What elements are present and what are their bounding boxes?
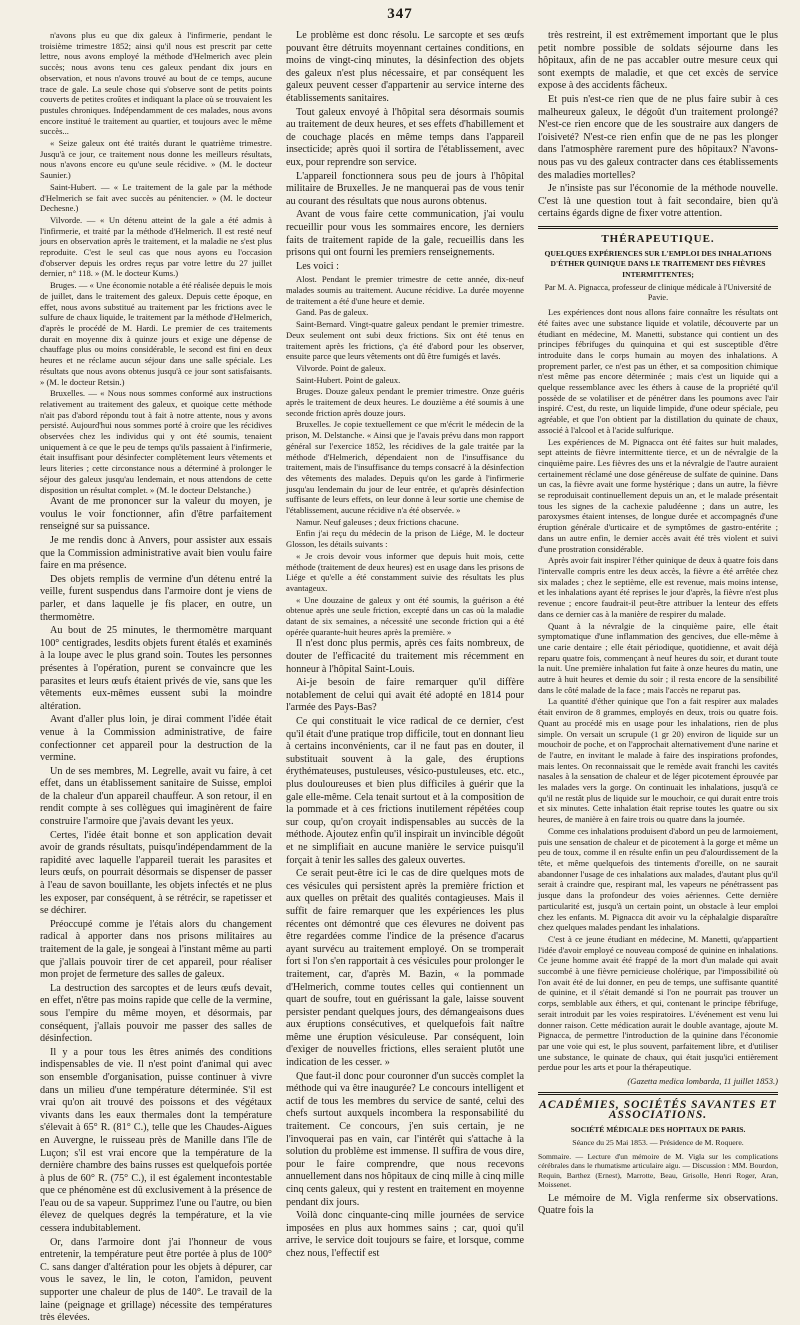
paragraph: Bruges. Douze galeux pendant le premier trimestre. Onze guéris après le traitement de deux heures. Le douzième a été soumis à une seconde friction après douze jours. bbox=[286, 386, 524, 418]
paragraph: « Une douzaine de galeux y ont été soumis, la guérison a été obtenue après une seule friction, excepté dans un cas où la maladie datant de six semaines, a nécessité une seconde friction qui a été opérée quarante-huit heures après la première. » bbox=[286, 594, 524, 637]
paragraph: Les voici : bbox=[296, 260, 340, 272]
paragraph: Certes, l'idée était bonne et son application devait avoir de grands résultats, puisqu'indépendamment de la rapidité avec laquelle l'appareil tuerait les parasites et leurs œufs, on pourrait désormais se dispenser de passer à l'eau de savon bouillante, les objets infectés et ne plus les exposer, par conséquent, à se rétrécir, se rapetisser et se déchirer. bbox=[40, 829, 272, 917]
paragraph: Avant de me prononcer sur la valeur du moyen, je voulus le voir fonctionner, afin d'être parfaitement renseigné sur sa puissance. bbox=[40, 496, 272, 533]
paragraph: Que faut-il donc pour couronner d'un succès complet la méthode qui va être inaugurée? Le concours intelligent et actif de tous les membres du service de santé, celui des chefs surtout auxquels incombera la responsabilité du traitement. Ce concours, j'en suis certain, je ne l'invoquerai pas en vain, car l'intérêt qui s'attache à la solution du problème est immense. Il suffira de vous dire, pour le faire comprendre, que nous recevons annuellement dans nos hôpitaux de cinq mille à cinq mille cinq cents galeux, qui y restent en traitement en moyenne pendant dix jours. bbox=[286, 1070, 524, 1208]
paragraph: C'est à ce jeune étudiant en médecine, M. Manetti, qu'appartient l'idée d'avoir employé ce nouveau composé de quinine en inhalations. Ce jeune homme avait été frappé de la mort d'un malade qui avait succombé à une fièvre pernicieuse cholérique, par l'impossibilité où l'on avait été de lui donner, en peu de temps, une suffisante quantité de quinine, et il s'était demandé si l'on ne pourrait pas trouver un corps, semblable aux éthers, et qui, contenant le principe fébrifuge, serait introduit par les voies respiratoires. L'événement est venu lui donner raison. Cette médication aurait le double avantage, ajoute M. Pignacca, de permettre l'introduction de la quinine dans l'économie par une voie qui est, le plus souvent, parfaitement libre, et d'utiliser une substance, le quinate de chaux, qui était jusqu'ici entièrement perdue pour les arts et pour la thérapeutique. bbox=[538, 933, 778, 1073]
paragraph: Alost. Pendant le premier trimestre de cette année, dix-neuf malades soumis au traitement. Aucune récidive. La durée moyenne de traitement a été d'une heure et demie. bbox=[286, 274, 524, 306]
paragraph: Vilvorde. Point de galeux. bbox=[296, 362, 386, 373]
paragraph: Voilà donc cinquante-cinq mille journées de service imposées en plus aux hommes sains ; car, quoi qu'il arrive, le service doit toujours se faire, et lorsque, comme chez nous, l'effectif est bbox=[286, 1210, 524, 1259]
paragraph: Les expériences dont nous allons faire connaître les résultats ont été faites avec une substance liquide et volatile, découverte par un étudiant en médecine, M. Manetti, substance qui contient un des principes fébrifuges du quinquina et qui est susceptible d'être introduite dans le corps humain au moyen des inhalations. A proprement parler, ce n'est pas un éther, et sa composition chimique n'est même pas encore déterminée ; mais c'est un liquide qui a quelque ressemblance avec les éthers à cause de la propriété qu'il possède de se volatiliser et de pénétrer dans les poumons avec l'air inspiré. C'est, du reste, un liquide limpide, d'une odeur spéciale, peu agréable, et que l'on obtient par la distillation du quinate de chaux, associé à l'alcool et à l'acide sulfurique. bbox=[538, 307, 778, 435]
paragraph: Des objets remplis de vermine d'un détenu entré la veille, furent suspendus dans l'armoire dont je viens de parler, et dans laquelle je fis placer, en outre, un thermomètre. bbox=[40, 573, 272, 623]
paragraph: Namur. Neuf galeuses ; deux frictions chacune. bbox=[296, 516, 459, 527]
paragraph: Ai-je besoin de faire remarquer qu'il diffère notablement de celui qui avait été adopté en 1814 pour l'armée des Pays-Bas? bbox=[286, 677, 524, 714]
paragraph: Préoccupé comme je l'étais alors du changement radical à apporter dans nos prisons militaires au traitement de la gale, je songeai à l'instant même au parti que j'allais pouvoir tirer de cet appareil, pour réaliser mon projet de fermeture des salles de galeux. bbox=[40, 918, 272, 981]
paragraph: Après avoir fait inspirer l'éther quinique de deux à quatre fois dans l'intervalle compris entre les deux accès, la fièvre a été arrêtée chez six malades ; chez le septième, elle est revenue, mais moins intense, et les inhalations ayant été reprises le jour d'après, la fièvre n'est plus revenue ; encore faudrait-il peut-être attribuer la lenteur des effets dans ce dernier cas à la manière de respirer du malade. bbox=[538, 555, 778, 619]
paragraph: Un de ses membres, M. Legrelle, avait vu faire, à cet effet, dans un établissement sanitaire de Suisse, emploi de la chaleur d'un appareil chauffeur. A son retour, il en rendit compte à ses collègues qui imaginèrent de faire construire l'armoire que j'avais devant les yeux. bbox=[40, 765, 272, 828]
society-name: SOCIÉTÉ MÉDICALE DES HOPITAUX DE PARIS. bbox=[570, 1125, 746, 1135]
paragraph: Saint-Hubert. Point de galeux. bbox=[296, 374, 401, 385]
column-right bbox=[538, 30, 778, 1217]
session-summary: Sommaire. — Lecture d'un mémoire de M. Vigla sur les complications cérébrales dans le rhumatisme articulaire aigu. — Discussion : MM. Bourdon, Requin, Barthez (Ernest), Marrotte, Beau, Grisolle, Henri Roger, Aran, Moissenet. bbox=[538, 1151, 778, 1190]
paragraph: Il y a pour tous les êtres animés des conditions indispensables de vie. Il n'est point d'animal qui avec son ensemble d'organisation, puisse continuer à vivre dans un milieu d'une température déterminée. S'il est vrai qu'on ait trouvé des poissons et des végétaux vivants dans les eaux thermales dont la température s'élevait à 65° R. (81° C.), telle que les Chaudes-Aigues en Auvergne, le ruisseau près de Manille dans l'île de Luçon; s'il est vrai encore que la température de la dernière chambre des bains russes est quelquefois portée à plus de 60° R. (75° C.), il est également incontestable que ce phénomène est dû exclusivement à la présence de l'eau ou de sa vapeur. Supprimez l'une ou l'autre, ou bien élevez de quelques degrés la température, et la vie cessera indubitablement. bbox=[40, 1046, 272, 1235]
paragraph: Au bout de 25 minutes, le thermomètre marquant 100° centigrades, lesdits objets furent étalés et examinés à la loupe avec le plus grand soin. Toutes les personnes présentes à l'opération, purent se convaincre que les parasites et leurs œufs étaient privés de vie, sans que les vêtements eux-mêmes eussent subi la moindre altération. bbox=[40, 625, 272, 712]
paragraph: Les expériences de M. Pignacca ont été faites sur huit malades, sept atteints de fièvre intermittente tierce, et un de névralgie de la cinquième paire. Les fièvres des uns et la névralgie de l'autre auraient certainement réclamé une dose généreuse de sulfate de quinine. Dans un cas, la fièvre avait une forme hystérique ; dans un autre, la fièvre se reproduisait continuellement depuis un an, et le malade présentait tous les signes de la cachexie paludéenne ; dans un autre, les paroxysmes étaient intenses, de longue durée et accompagnés d'une éruption générale d'urticaire et de symptômes de gastro-entérite ; dans un autre enfin, le dernier accès avait été très violent et suivi d'une prostration considérable. bbox=[538, 436, 778, 554]
paragraph: Avant de vous faire cette communication, j'ai voulu recueillir pour vous les sommaires encore, les derniers faits de traitement rapide de la gale, recueillis dans les prisons qui ont fourni les premiers renseignements. bbox=[286, 209, 524, 259]
paragraph: n'avons plus eu que dix galeux à l'infirmerie, pendant le troisième trimestre 1852; ainsi qu'il nous est prescrit par cette lettre, nous avons employé la méthode d'Helmerich avec plein succès; nous avons tenu ces galeux pendant dix jours en observation, et nous n'avons trouvé au bout de ce temps, aucune trace de gale. La seule chose qui s'observe sont de petits points couverts de petites croûtes et indiquant la place où se trouvaient les pustules chroniques. Indépendamment de ces malades, nous avons encore institué le traitement au quartier, et toujours avec le même succès... bbox=[40, 30, 272, 137]
article-title: QUELQUES EXPÉRIENCES SUR L'EMPLOI DES INHALATIONS D'ÉTHER QUINIQUE DANS LE TRAITEMENT DES FIÈVRES INTERMITTENTES; bbox=[544, 248, 772, 280]
paragraph: Vilvorde. — « Un détenu atteint de la gale a été admis à l'infirmerie, et traité par la méthode d'Helmerich. Il est resté neuf jours en observation après le traitement, et la maladie ne s'est plus reproduite. C'est le seul cas que nous ayons eu l'occasion d'observer depuis les ordres reçus par votre lettre du 27 juillet dernier, n° 118. » (M. le docteur Kums.) bbox=[40, 214, 272, 279]
session-info: Séance du 25 Mai 1853. — Présidence de M. Roquere. bbox=[572, 1137, 744, 1147]
paragraph: La destruction des sarcoptes et de leurs œufs devait, en effet, n'être pas moins rapide que celle de la vermine, sous l'empire du même moyen, et désormais, par conséquent, j'allais pouvoir me passer des salles de désinfection. bbox=[40, 982, 272, 1045]
paragraph: Enfin j'ai reçu du médecin de la prison de Liége, M. le docteur Glosson, les détails suivants : bbox=[286, 528, 524, 550]
paragraph: Je me rendis donc à Anvers, pour assister aux essais que la Commission administrative avait bien voulu faire faire en ma présence. bbox=[40, 535, 272, 572]
source-citation: (Gazetta medica lombarda, 11 juillet 1853.) bbox=[627, 1076, 778, 1087]
page-number: 347 bbox=[387, 6, 413, 22]
paragraph: Avant d'aller plus loin, je dirai comment l'idée était venue à la Commission administrative, de faire confectionner cet appareil pour la destruction de la vermine. bbox=[40, 714, 272, 764]
paragraph: L'appareil fonctionnera sous peu de jours à l'hôpital militaire de Bruxelles. Je ne manquerai pas de vous tenir au courant des résultats que nous aurons obtenus. bbox=[286, 170, 524, 207]
section-heading-therapeutique: THÉRAPEUTIQUE. bbox=[601, 232, 715, 245]
article-byline: Par M. A. Pignacca, professeur de clinique médicale à l'Université de Pavie. bbox=[544, 282, 772, 303]
paragraph: Quant à la névralgie de la cinquième paire, elle était symptomatique d'une inflammation des gencives, due elle-même à une carie dentaire ; elle était périodique, quotidienne, et avait déjà reparu quatre fois, commençant à neuf heures du soir, et durant toute la nuit. Une première inhalation fut faite à onze heures du matin, une autre à huit heures et demie du soir ; il resta encore de la sensibilité dans le côté malade de la face ; mais l'accès ne reparut pas. bbox=[538, 620, 778, 695]
column-left bbox=[40, 30, 272, 1324]
paragraph: Tout galeux envoyé à l'hôpital sera désormais soumis au traitement de deux heures, et ses effets d'habillement et de couchage placés en même temps dans l'appareil insecticide; après quoi il sortira de l'établissement, avec eux, pour reprendre son service. bbox=[286, 106, 524, 168]
paragraph: Le mémoire de M. Vigla renferme six observations. Quatre fois la bbox=[538, 1192, 778, 1217]
column-middle bbox=[286, 30, 524, 1259]
paragraph: très restreint, il est extrêmement important que le plus petit nombre possible de soldats séjourne dans les hôpitaux, afin de ne pas accabler outre mesure ceux qui sont exempts de maladie, et que cet excès de service expose à des accidents fâcheux. bbox=[538, 30, 778, 92]
paragraph: Gand. Pas de galeux. bbox=[296, 307, 369, 318]
paragraph: Bruxelles. — « Nous nous sommes conformé aux instructions relativement au traitement des galeux, et quoique cette méthode n'ait pas d'abord répondu tout à fait à notre attente, nous y avons persisté. Aujourd'hui nous sommes porté à croire que les récidives observées chez les individus qui y ont été soumis, tenaient uniquement à ce que le peu de temps qu'ils passaient à l'infirmerie, était insuffisant pour désinfecter complètement leurs vêtements et leurs literies ; cette circonstance nous a déterminé à prolonger le séjour des galeux jusqu'au lendemain, et nous attendons de cette disposition un résultat complet. » (M. le docteur Delstanche.) bbox=[40, 388, 272, 495]
paragraph: Il n'est donc plus permis, après ces faits nombreux, de douter de l'efficacité du traitement mis récemment en honneur à l'hôpital Saint-Louis. bbox=[286, 638, 524, 675]
paragraph: La quantité d'éther quinique que l'on a fait respirer aux malades était environ de 8 grammes, employés en deux, trois ou quatre fois. Quant au procédé mis en usage pour les inhalations, rien de plus simple. On versait un scrupule (1 gr 20) environ de liquide sur un mouchoir de poche, et on l'approchait alternativement d'une narine et de l'autre, en invitant le malade à faire des inspirations profondes, mais lentes. On reconnaissait que le remède avait franchi les cavités nasales à la sensation de chaleur et de léger picotement éprouvée par les malades vers la gorge. On continuait les inhalations, jusqu'à ce qu'il ne restât plus de liquide sur le mouchoir, ce qui durait entre trois et six minutes. Cette inhalation était reprise toutes les quatre ou six heures, de manière à en faire trois ou quatre dans la journée. bbox=[538, 696, 778, 825]
paragraph: Ce serait peut-être ici le cas de dire quelques mots de ces vésicules qui persistent après la première friction et aux quelles on prêtait des qualités contagieuses. Mais il suffit de faire remarquer que les expériences les plus récentes ont démontré que ces élevures ne doivent pas être regardées comme l'indice de la présence d'acarus ayant survécu au traitement employé. On se tromperait fort si l'on s'en rapportait à ces vésicules pour prolonger le traitement, car, d'après M. Bazin, « la pommade d'Helmerich, comme toutes celles qui contiennent un quart de soufre, tout en guérissant la gale, laisse souvent persister pendant quelques jours, des démangeaisons dues aux éruptions consécutives, et quelquefois fait naître même une éruption vésiculeuse. Par conséquent, loin d'exiger de nouvelles frictions, elles seraient plutôt une indication de les cesser. » bbox=[286, 868, 524, 1069]
section-heading-academies: ACADÉMIES, SOCIÉTÉS SAVANTES ET ASSOCIATIONS. bbox=[539, 1098, 777, 1122]
paragraph: Bruges. — « Une économie notable a été réalisée depuis le mois de juillet, dans le traitement des galeux. Depuis cette époque, en effet, nous avons substitué au traitement par les frictions avec le sulfure de chaux liquide, le traitement par la méthode d'Helmerich, d'après le procédé de M. Hardi. Le premier de ces traitements durait en moyenne dix à quinze jours et exige une dépense de chauffage plus ou moins considérable, le second est fini en deux heures et ne réclame aucun séjour dans une salle spéciale. Les résultats que nous avons obtenus jusqu'à ce jour sont satisfaisants. » (M. le docteur Retsin.) bbox=[40, 280, 272, 387]
paragraph: Je n'insiste pas sur l'économie de la méthode nouvelle. C'est là une question tout à fait secondaire, bien qu'à certains égards digne de fixer votre attention. bbox=[538, 183, 778, 220]
paragraph: Saint-Hubert. — « Le traitement de la gale par la méthode d'Helmerich se fait avec succès au pénitencier. » (M. le docteur Dechesne.) bbox=[40, 181, 272, 214]
paragraph: Or, dans l'armoire dont j'ai l'honneur de vous entretenir, la température peut être portée à plus de 100° C. sans danger d'altération pour les objets à dépurer, car vous le savez, le lin, le coton, l'amidon, peuvent supporter une chaleur de plus de 140°. Le travail de la laine (peignage et grillage) nécessite des températures très élevées. bbox=[40, 1236, 272, 1324]
section-divider bbox=[538, 226, 778, 229]
paragraph: Comme ces inhalations produisent d'abord un peu de larmoiement, puis une sensation de chaleur et de picotement à la gorge et même un peu de toux, comme il en résulte enfin un peu d'alourdissement de la tête, et même quelquefois des tintements d'oreille, on ne saurait abandonner l'usage de ces inhalations aux malades, d'autant plus qu'il serait à craindre que, respirant mal, les vapeurs ne pénétrassent pas jusque dans la profondeur des voies aériennes. Cette dernière particularité est, jusqu'à un certain point, un obstacle à leur emploi chez les enfants. M. Pignacca dit avoir vu la céphalalgie disparaître chez quelques malades pendant les inhalations. bbox=[538, 825, 778, 933]
paragraph: Le problème est donc résolu. Le sarcopte et ses œufs pouvant être détruits moyennant certaines conditions, en moins de vingt-cinq minutes, la désinfection des objets des galeux n'est plus nécessaire, et par conséquent les galeux peuvent cesser d'appartenir au service interne des établissements sanitaires. bbox=[286, 30, 524, 104]
paragraph: Saint-Bernard. Vingt-quatre galeux pendant le premier trimestre. Deux seulement ont subi deux frictions. Six ont été tenus en traitement après les frictions, ç'a été d'abord pour les observer, ensuite parce que leurs vêtements ont dû être fumigés et lavés. bbox=[286, 319, 524, 362]
paragraph: Ce qui constituait le vice radical de ce dernier, c'est qu'il était d'une pratique trop difficile, tout en donnant lieu à certains inconvénients, car il ne faut pas en douter, il substituait souvent à la gale, des éruptions érythémateuses, pustuleuses, vésico-pustuleuses, etc. etc., plus douloureuses et bien plus difficiles à guérir que la gale elle-même. Cela tenait surtout et à la composition de la pommade et à ces frictions inutilement répétées coup sur coup, qu'on croyait indispensables au succès de la méthode. Ajoutez enfin qu'il inspirait un invincible dégoût et ne simplifiait en aucune manière le service puisqu'il forçait à tenir les salles des galeux ouvertes. bbox=[286, 716, 524, 866]
paragraph: « Je crois devoir vous informer que depuis huit mois, cette méthode (traitement de deux heures) est en usage dans les prisons de Liége et qu'elle a été constamment suivie des résultats les plus avantageux. bbox=[286, 550, 524, 593]
paragraph: « Seize galeux ont été traités durant le quatrième trimestre. Jusqu'à ce jour, ce traitement nous donne les meilleurs résultats, nous n'avons encore eu qu'une seule récidive. » (M. le docteur Saunier.) bbox=[40, 138, 272, 181]
paragraph: Bruxelles. Je copie textuellement ce que m'écrit le médecin de la prison, M. Delstanche. « Ainsi que je l'avais prévu dans mon rapport général sur l'exercice 1852, les récidives de la gale traitée par la méthode d'Helmerich, dépendaient non de l'insuffisance du traitement, mais de l'insuffisance du temps consacré à la désinfection des vêtements des malades. Depuis qu'on les garde à l'infirmerie jusqu'au lendemain du jour de leur entrée, et qu'après désinfection suffisante de leurs effets, on leur donne à leur sortie une chemise de l'établissement, aucune récidive n'a été observée. » bbox=[286, 419, 524, 516]
section-divider bbox=[538, 1092, 778, 1095]
paragraph: Et puis n'est-ce rien que de ne plus faire subir à ces malheureux galeux, le dégoût d'un traitement prolongé? N'est-ce rien encore que de les soustraire aux dangers de l'oisiveté? N'est-ce rien enfin que de ne pas les plonger dans l'atmosphère rarement pure des hôpitaux? N'avons-nous pas vu des galeux contracter dans ces établissements des maladies mortelles? bbox=[538, 93, 778, 181]
